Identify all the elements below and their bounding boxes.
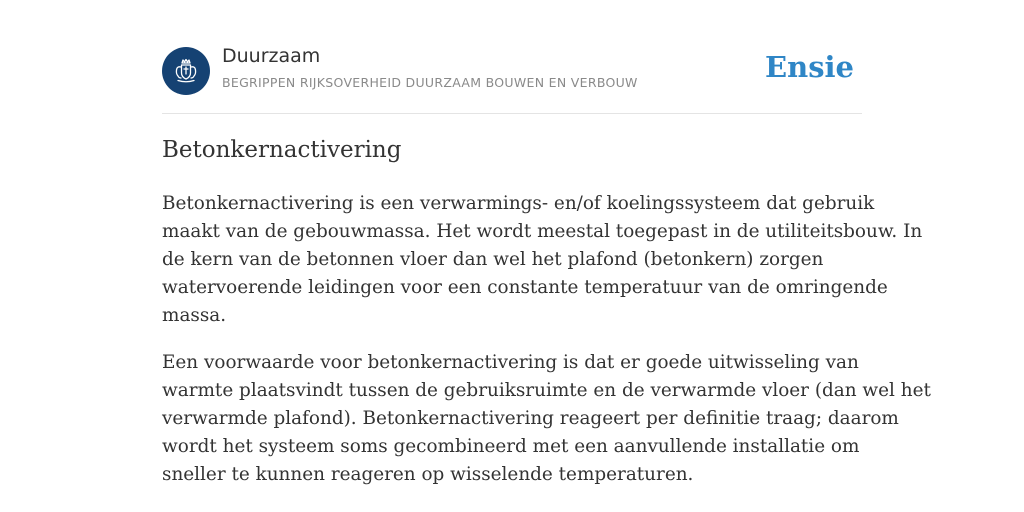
paragraph-line: Een voorwaarde voor betonkernactivering is dat er goede uitwisseling van [162, 352, 859, 373]
paragraph-line: watervoerende leidingen voor een constante temperatuur van de omringende [162, 277, 888, 298]
paragraph-line: maakt van de gebouwmassa. Het wordt meestal toegepast in de utiliteitsbouw. In [162, 221, 923, 242]
brand-logo[interactable]: Ensie [765, 50, 854, 84]
coat-of-arms-icon [169, 54, 203, 88]
definition-paragraph [162, 349, 931, 489]
paragraph-line: massa. [162, 305, 227, 326]
definition-paragraph [162, 190, 923, 330]
header-divider [162, 113, 862, 114]
site-logo[interactable] [162, 47, 210, 95]
paragraph-line: Betonkernactivering is een verwarmings- en/of koelingssysteem dat gebruik [162, 193, 875, 214]
paragraph-line: verwarmde plafond). Betonkernactivering reageert per definitie traag; daarom [162, 408, 899, 429]
paragraph-line: de kern van de betonnen vloer dan wel het plafond (betonkern) zorgen [162, 249, 824, 270]
site-subtitle: BEGRIPPEN RIJKSOVERHEID DUURZAAM BOUWEN EN VERBOUW [222, 75, 638, 90]
paragraph-line: warmte plaatsvindt tussen de gebruiksruimte en de verwarmde vloer (dan wel het [162, 380, 931, 401]
paragraph-line: sneller te kunnen reageren op wisselende temperaturen. [162, 464, 694, 485]
page-title: Betonkernactivering [162, 137, 402, 163]
site-title[interactable]: Duurzaam [222, 45, 321, 67]
paragraph-line: wordt het systeem soms gecombineerd met een aanvullende installatie om [162, 436, 860, 457]
